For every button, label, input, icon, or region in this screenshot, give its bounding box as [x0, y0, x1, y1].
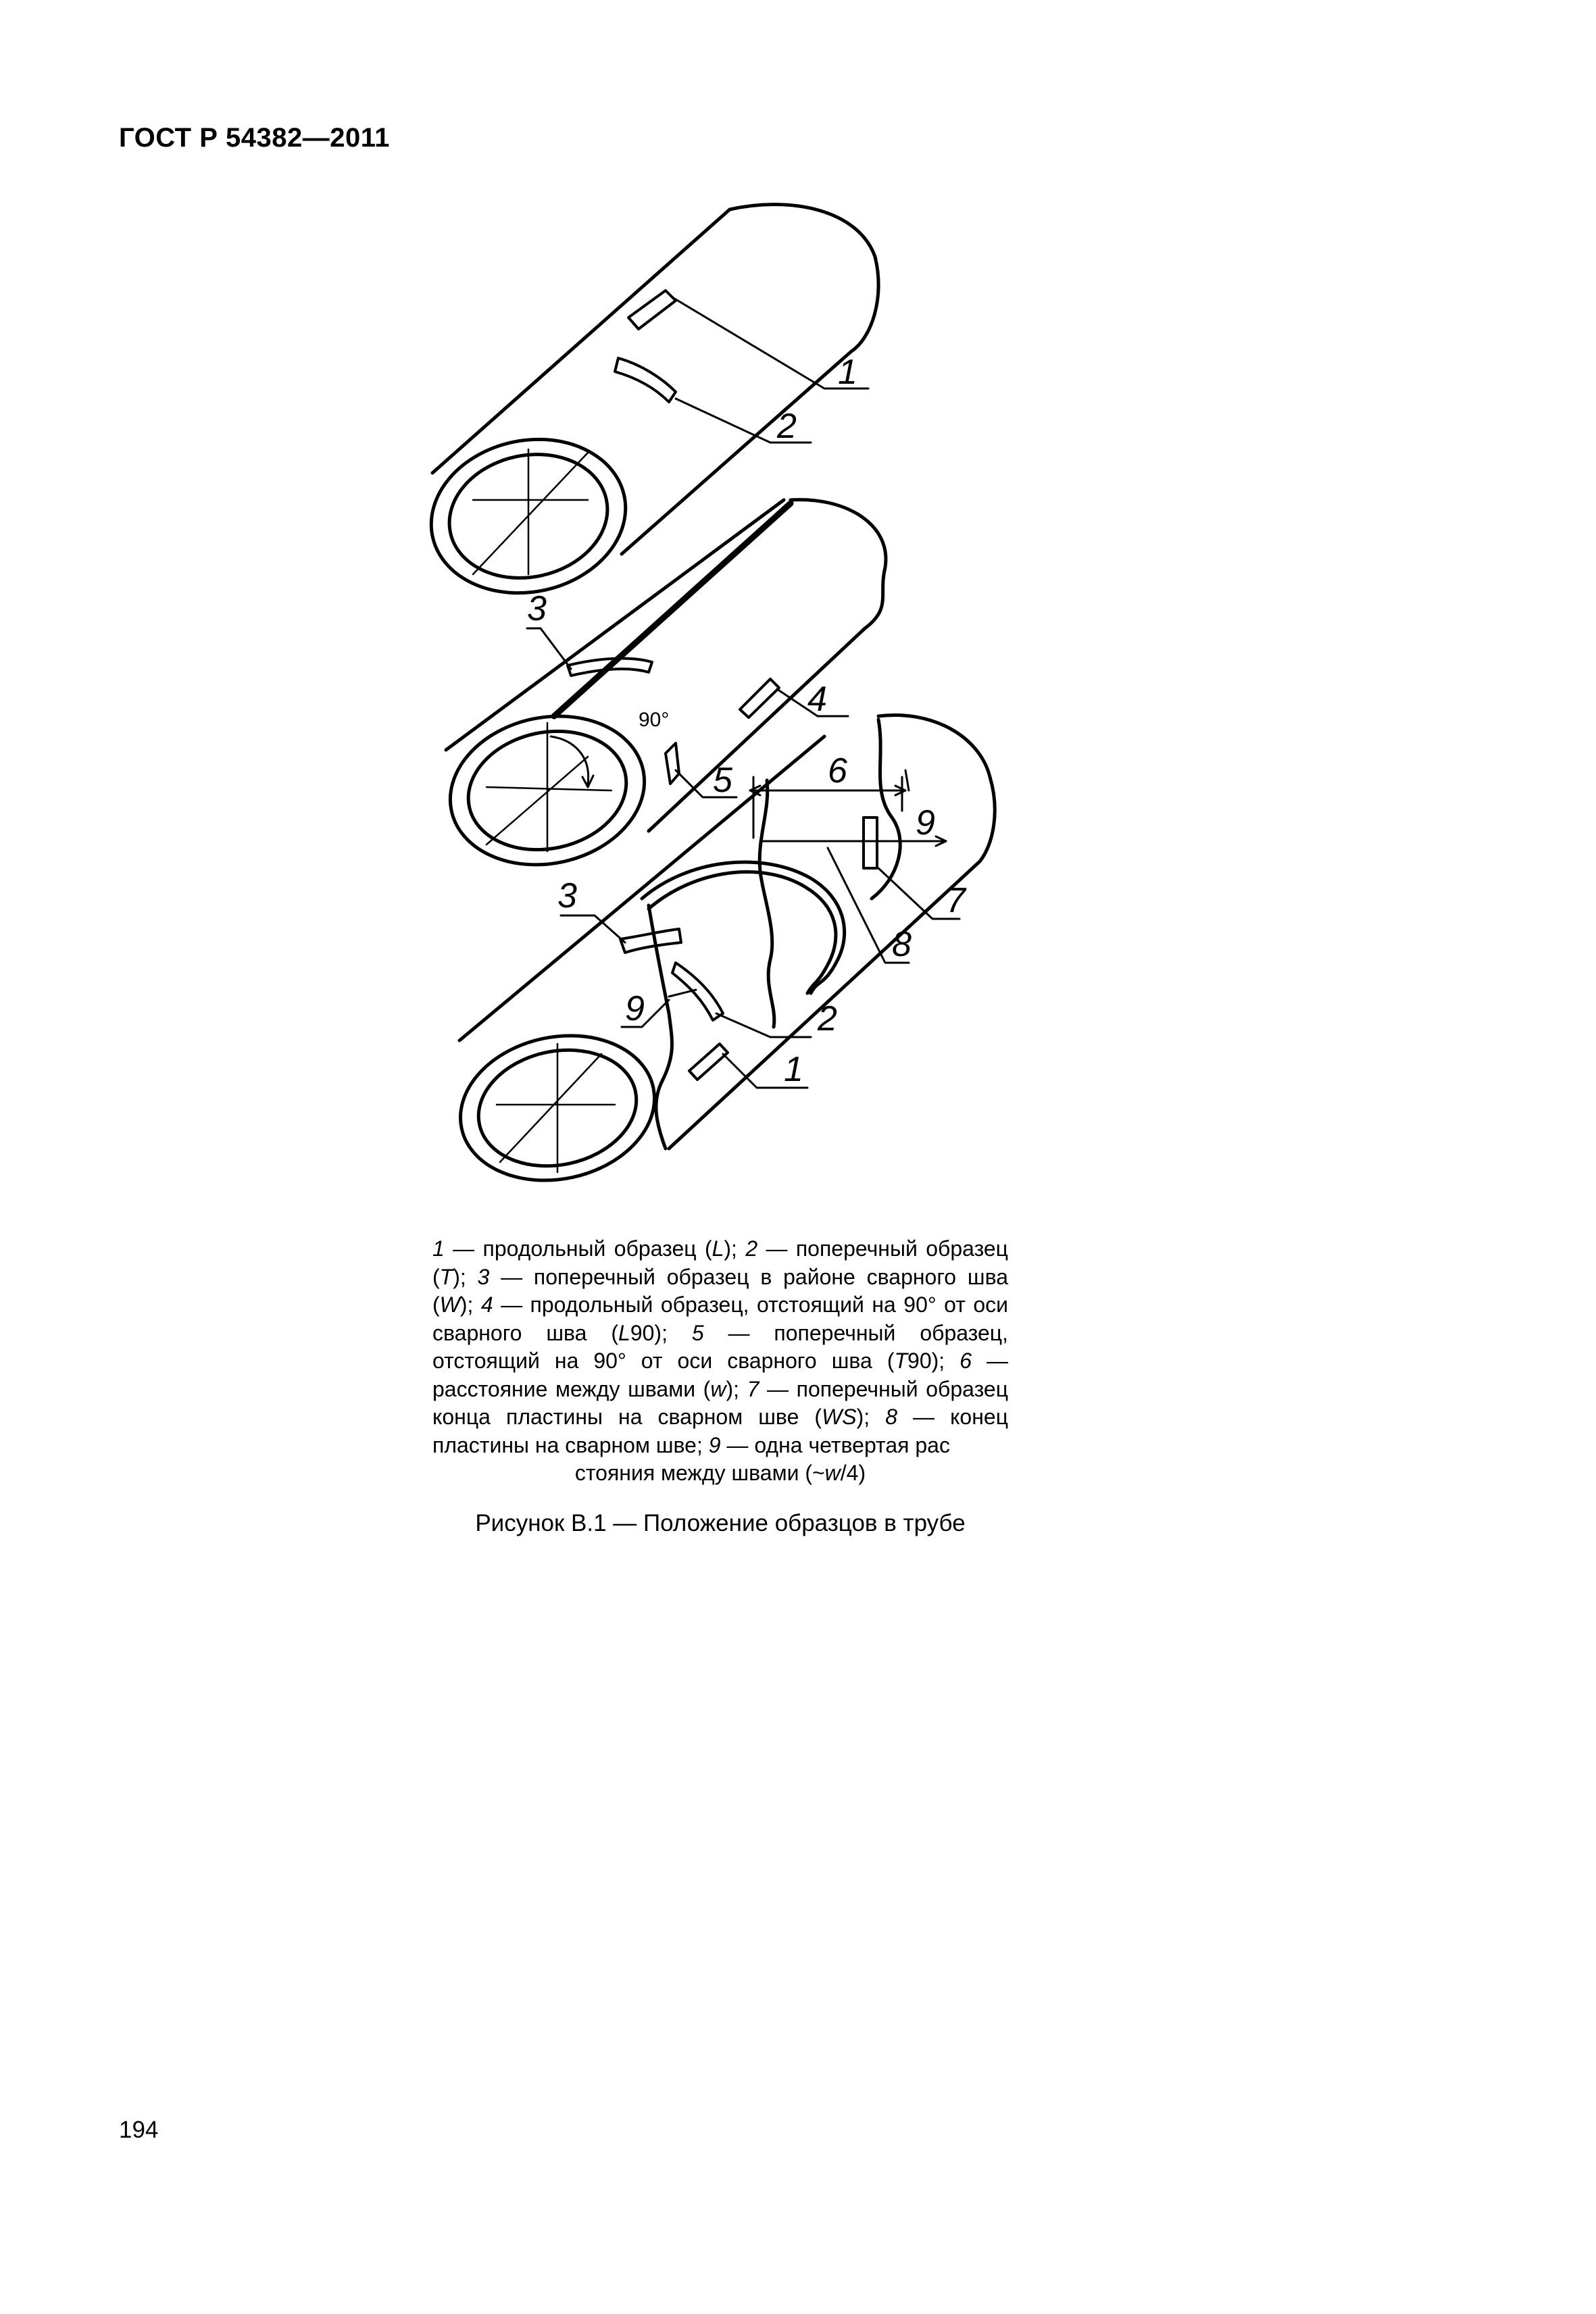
label-9-top: 9	[916, 803, 935, 842]
label-7: 7	[946, 881, 966, 920]
page-number: 194	[119, 2117, 159, 2143]
legend-last-line: стояния между швами (~w/4)	[574, 1461, 866, 1485]
label-5: 5	[713, 761, 732, 800]
label-2-bottom: 2	[818, 999, 837, 1038]
figure-caption: Рисунок В.1 — Положение образцов в трубе	[475, 1510, 966, 1536]
label-90-degree: 90°	[639, 709, 670, 731]
label-8: 8	[892, 925, 912, 964]
pipe-2	[437, 500, 886, 882]
document-header: ГОСТ Р 54382—2011	[119, 123, 390, 153]
label-2: 2	[777, 407, 797, 446]
label-4: 4	[807, 680, 827, 719]
label-6: 6	[828, 751, 847, 790]
pipe-1	[417, 205, 878, 611]
label-3: 3	[527, 589, 547, 628]
label-1-bottom: 1	[784, 1050, 803, 1089]
label-9-bottom: 9	[625, 989, 645, 1028]
label-1: 1	[838, 353, 857, 392]
label-3-bottom: 3	[557, 876, 577, 915]
figure-legend: 1 — продольный образец (L); 2 — поперечный образец (T); 3 — поперечный образец в районе сварного шва (W); 4 — продольный образец, отстоящий на 90° от оси сварного шва (L90); 5 — поперечный образец, отстоящий на 90° от оси сварного шва (T90); 6 — расстояние между швами (w); 7 — поперечный образец конца пластины на сварном шве (WS); 8 — конец пластины на сварном шве; 9 — одна четвертая рас стояния между швами (~w/4)	[432, 1235, 1008, 1488]
